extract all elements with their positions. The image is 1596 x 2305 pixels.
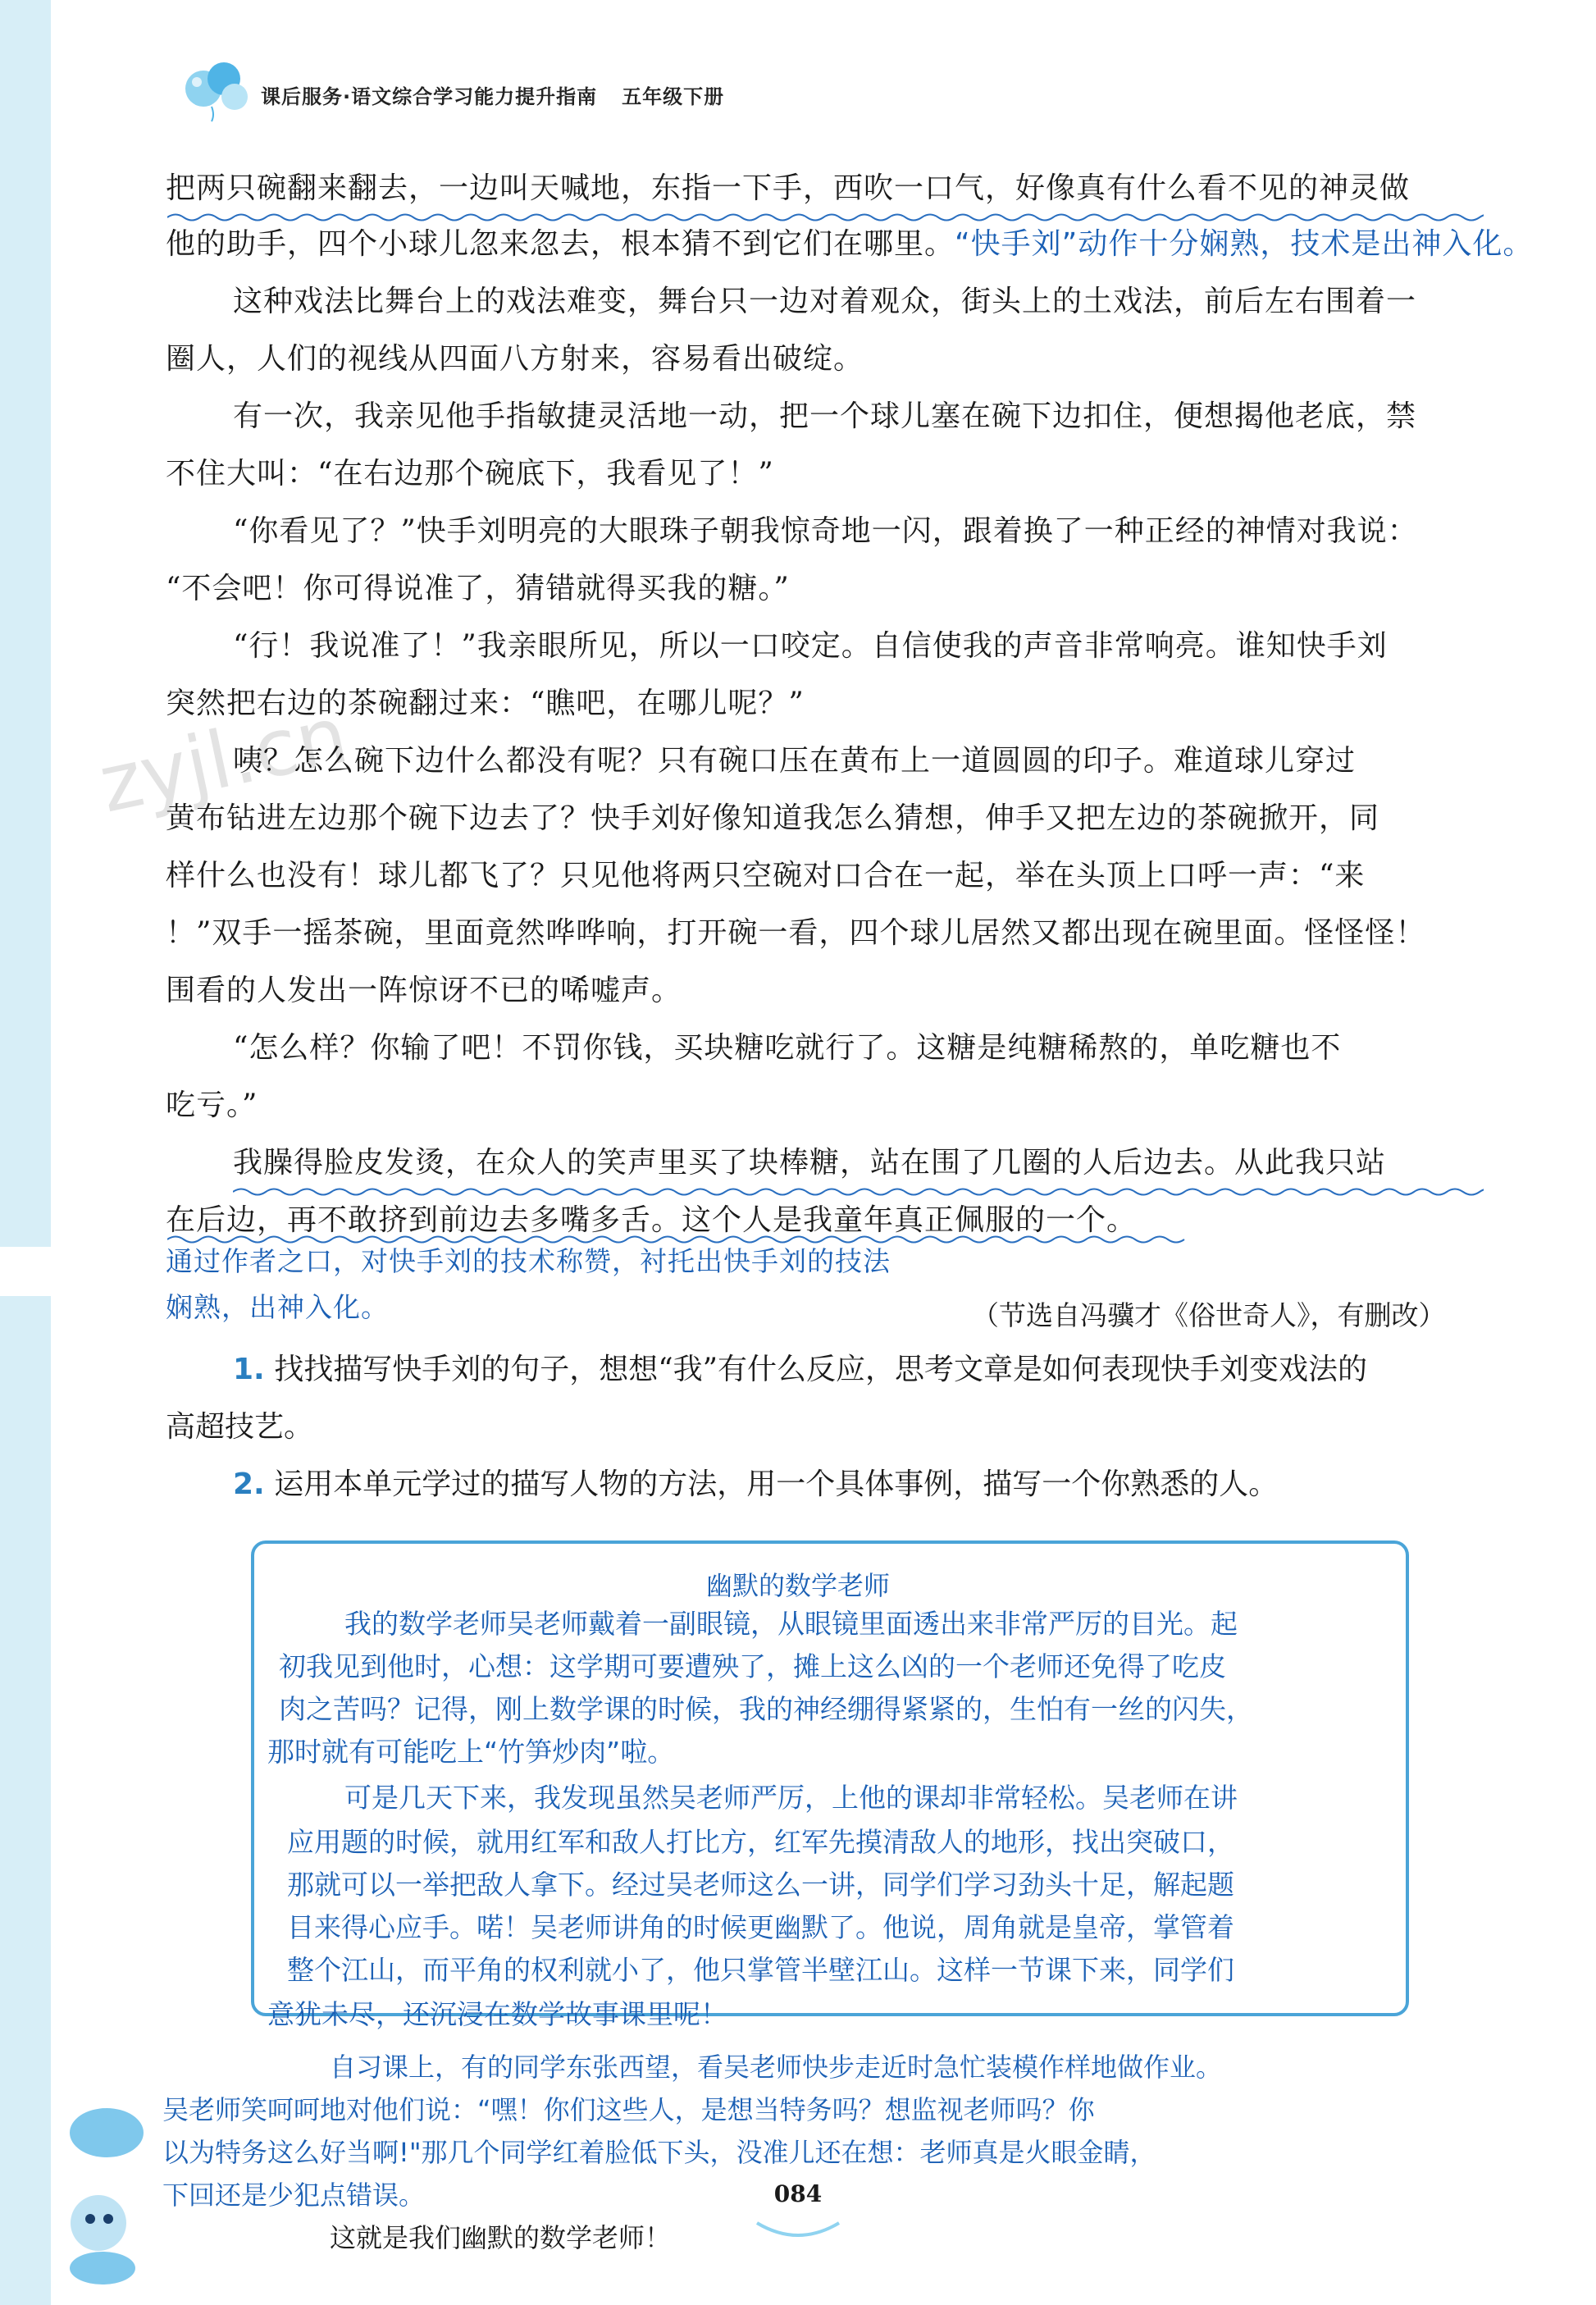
story-line-5: 有一次，我亲见他手指敏捷灵活地一动，把一个球儿塞在碗下边扣住，便想揭他老底，禁 [233, 399, 1417, 433]
question-1-text: 找找描写快手刘的句子，想想“我”有什么反应，思考文章是如何表现快手刘变戏法的 [274, 1353, 1367, 1386]
essay-line-9: 整个江山，而平角的权利就小了，他只掌管半壁江山。这样一节课下来，同学们 [287, 1954, 1234, 1986]
essay-outside-line-1: 自习课上，有的同学东张西望，看吴老师快步走近时急忙装模作样地做作业。 [330, 2052, 1223, 2083]
header-grade: 五年级下册 [622, 85, 725, 108]
wavy-underline [233, 1186, 1484, 1198]
wavy-underline [167, 212, 1484, 223]
question-2 [233, 1463, 1278, 1506]
story-line-10: 突然把右边的茶碗翻过来：“瞧吧，在哪儿呢？” [166, 687, 805, 720]
story-line-4: 圈人，人们的视线从四面八方射来，容易看出破绽。 [166, 342, 864, 376]
question-1 [233, 1349, 1367, 1391]
essay-line-7: 那就可以一举把敌人拿下。经过吴老师这么一讲，同学们学习劲头十足，解起题 [287, 1869, 1234, 1901]
story-line-6: 不住大叫：“在右边那个碗底下，我看见了！” [166, 457, 774, 491]
essay-line-3: 肉之苦吗？记得，刚上数学课的时候，我的神经绷得紧紧的，生怕有一丝的闪失， [279, 1693, 1253, 1725]
story-line-13: 样什么也没有！球儿都飞了？只见他将两只空碗对口合在一起，举在头顶上口呼一声：“来 [166, 859, 1366, 892]
question-2-number: 2. [233, 1467, 265, 1501]
story-line-15: 围看的人发出一阵惊讶不已的唏嘘声。 [166, 974, 682, 1007]
essay-title: 幽默的数学老师 [705, 1570, 890, 1601]
essay-outside-line-4: 下回还是少犯点错误。 [162, 2179, 426, 2211]
story-line-1: 把两只碗翻来翻去，一边叫天喊地，东指一下手，西吹一口气，好像真有什么看不见的神灵做 [166, 171, 1411, 205]
story-line-9: “行！我说准了！”我亲眼所见，所以一口咬定。自信使我的声音非常响亮。谁知快手刘 [233, 629, 1388, 663]
page-header [261, 80, 724, 109]
source-citation: （节选自冯骥才《俗世奇人》，有删改） [972, 1299, 1446, 1331]
essay-line-2: 初我见到他时，心想：这学期可要遭殃了，摊上这么凶的一个老师还免得了吃皮 [279, 1650, 1226, 1682]
essay-outside-line-2: 吴老师笑呵呵地对他们说：“嘿！你们这些人，是想当特务吗？想监视老师吗？你 [162, 2094, 1095, 2125]
story-line-2-text: 他的助手，四个小球儿忽来忽去，根本猜不到它们在哪里。 [166, 227, 955, 261]
question-1-number: 1. [233, 1353, 265, 1386]
stripe-gap [0, 1247, 51, 1296]
story-line-19: 在后边，再不敢挤到前边去多嘴多舌。这个人是我童年真正佩服的一个。 [166, 1203, 1138, 1237]
story-line-7: “你看见了？”快手刘明亮的大眼珠子朝我惊奇地一闪，跟着换了一种正经的神情对我说： [233, 514, 1418, 548]
essay-line-4: 那时就有可能吃上“竹笋炒肉”啦。 [267, 1736, 675, 1768]
essay-line-6: 应用题的时候，就用红军和敌人打比方，红军先摸清敌人的地形，找出突破口， [287, 1826, 1234, 1858]
annotation-1: “快手刘”动作十分娴熟，技术是出神入化。 [955, 227, 1534, 261]
left-decorative-stripe [0, 0, 51, 2305]
essay-line-10: 意犹未尽，还沉浸在数学故事课里呢！ [267, 1998, 727, 2030]
story-line-17: 吃亏。” [166, 1089, 258, 1122]
story-line-14: ！”双手一摇茶碗，里面竟然哗哗响，打开碗一看，四个球儿居然又都出现在碗里面。怪怪怪！ [166, 916, 1426, 950]
essay-outside-line-3: 以为特务这么好当啊!"那几个同学红着脸低下头，没准儿还在想：老师真是火眼金睛， [162, 2137, 1156, 2168]
essay-line-8: 目来得心应手。喏！吴老师讲角的时候更幽默了。他说，周角就是皇帝，掌管着 [287, 1911, 1234, 1943]
story-line-3: 这种戏法比舞台上的戏法难变，舞台只一边对着观众，街头上的土戏法，前后左右围着一 [233, 285, 1417, 318]
story-line-12: 黄布钻进左边那个碗下边去了？快手刘好像知道我怎么猜想，伸手又把左边的茶碗掀开，同 [166, 801, 1380, 835]
story-line-16: “怎么样？你输了吧！不罚你钱，买块糖吃就行了。这糖是纯糖稀熬的，单吃糖也不 [233, 1031, 1342, 1065]
story-line-18: 我臊得脸皮发烫，在众人的笑声里买了块棒糖，站在围了几圈的人后边去。从此我只站 [233, 1146, 1387, 1180]
question-1-line-2: 高超技艺。 [166, 1410, 314, 1444]
question-2-text: 运用本单元学过的描写人物的方法，用一个具体事例，描写一个你熟悉的人。 [274, 1467, 1279, 1501]
story-line-11: 咦？怎么碗下边什么都没有呢？只有碗口压在黄布上一道圆圆的印子。难道球儿穿过 [233, 744, 1357, 778]
balloon-logo-icon [179, 57, 257, 123]
annotation-2-line-2: 娴熟，出神入化。 [166, 1291, 389, 1323]
watermark: zyjl.cn [91, 688, 356, 831]
page-number: 084 [773, 2180, 823, 2207]
essay-line-5: 可是几天下来，我发现虽然吴老师严厉，上他的课却非常轻松。吴老师在讲 [344, 1782, 1238, 1814]
story-line-8: “不会吧！你可得说准了，猜错就得买我的糖。” [166, 572, 790, 605]
essay-closing-line: 这就是我们幽默的数学老师！ [330, 2222, 672, 2253]
story-line-2 [166, 223, 1533, 266]
essay-line-1: 我的数学老师吴老师戴着一副眼镜，从眼镜里面透出来非常严厉的目光。起 [344, 1608, 1238, 1640]
cartoon-mascot-icon [57, 2100, 156, 2289]
page-number-decoration [753, 2215, 843, 2248]
annotation-2-line-1: 通过作者之口，对快手刘的技术称赞，衬托出快手刘的技法 [166, 1245, 891, 1277]
header-series: 课后服务·语文综合学习能力提升指南 [261, 85, 598, 108]
